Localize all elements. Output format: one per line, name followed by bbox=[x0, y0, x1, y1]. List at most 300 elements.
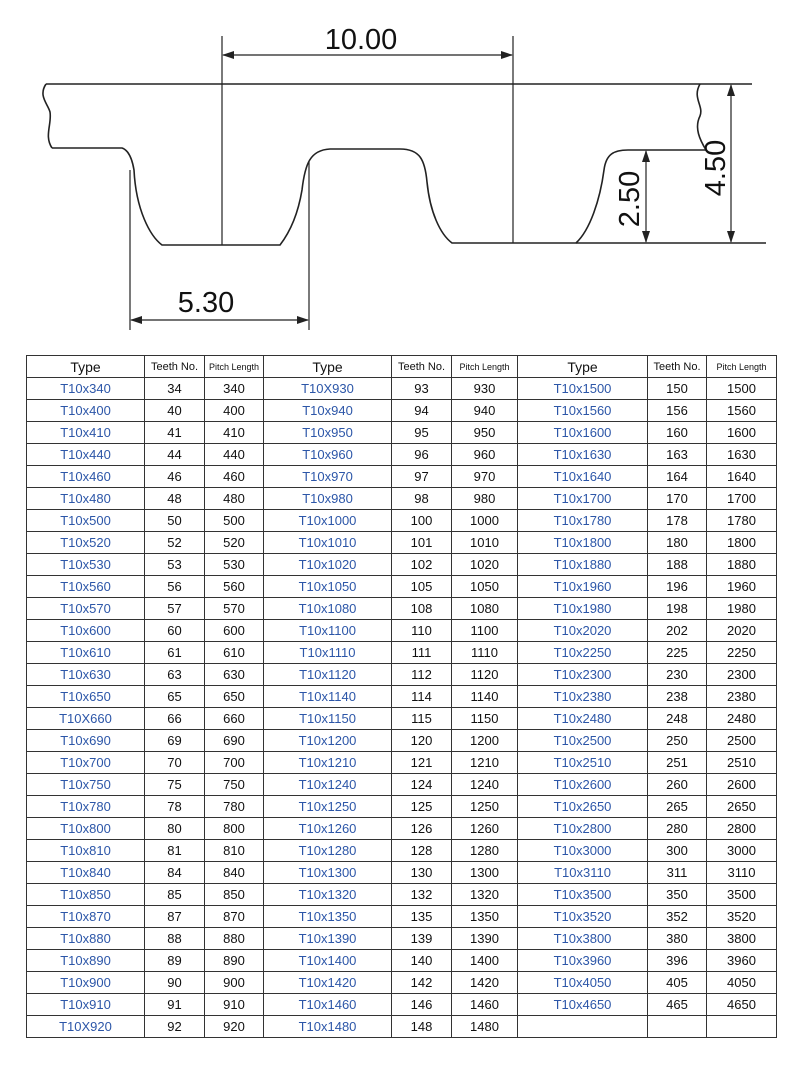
table-row bbox=[27, 400, 777, 422]
teeth-no-cell: 160 bbox=[648, 422, 707, 444]
pitch-length-cell: 1560 bbox=[707, 400, 777, 422]
pitch-length-cell: 400 bbox=[205, 400, 264, 422]
pitch-length-cell: 1000 bbox=[452, 510, 518, 532]
type-cell: T10x1960 bbox=[518, 576, 648, 598]
type-cell: T10x630 bbox=[27, 664, 145, 686]
pitch-length-cell: 930 bbox=[452, 378, 518, 400]
table-row bbox=[27, 862, 777, 884]
type-cell: T10x1980 bbox=[518, 598, 648, 620]
pitch-length-cell: 2020 bbox=[707, 620, 777, 642]
table-row bbox=[27, 422, 777, 444]
teeth-no-cell: 139 bbox=[392, 928, 452, 950]
type-cell: T10X660 bbox=[27, 708, 145, 730]
pitch-length-cell: 3960 bbox=[707, 950, 777, 972]
table-row bbox=[27, 730, 777, 752]
table-row bbox=[27, 664, 777, 686]
type-cell: T10x610 bbox=[27, 642, 145, 664]
table-row bbox=[27, 642, 777, 664]
type-cell: T10x850 bbox=[27, 884, 145, 906]
type-cell: T10x1480 bbox=[264, 1016, 392, 1038]
pitch-length-cell: 340 bbox=[205, 378, 264, 400]
teeth-no-cell: 94 bbox=[392, 400, 452, 422]
pitch-length-cell: 440 bbox=[205, 444, 264, 466]
pitch-length-cell: 2380 bbox=[707, 686, 777, 708]
pitch-length-cell: 610 bbox=[205, 642, 264, 664]
teeth-no-cell: 66 bbox=[145, 708, 205, 730]
table-row bbox=[27, 1016, 777, 1038]
type-cell: T10x2500 bbox=[518, 730, 648, 752]
pitch-length-cell: 910 bbox=[205, 994, 264, 1016]
type-cell: T10x1400 bbox=[264, 950, 392, 972]
pitch-length-cell: 3800 bbox=[707, 928, 777, 950]
pitch-length-cell: 520 bbox=[205, 532, 264, 554]
pitch-length-cell: 960 bbox=[452, 444, 518, 466]
teeth-no-cell: 75 bbox=[145, 774, 205, 796]
teeth-no-cell: 65 bbox=[145, 686, 205, 708]
teeth-no-cell: 52 bbox=[145, 532, 205, 554]
type-cell bbox=[518, 1016, 648, 1038]
type-cell: T10x2650 bbox=[518, 796, 648, 818]
type-cell: T10x1120 bbox=[264, 664, 392, 686]
type-cell: T10x2480 bbox=[518, 708, 648, 730]
type-cell: T10X930 bbox=[264, 378, 392, 400]
teeth-no-cell: 57 bbox=[145, 598, 205, 620]
teeth-no-cell: 53 bbox=[145, 554, 205, 576]
pitch-length-cell: 1150 bbox=[452, 708, 518, 730]
table-row bbox=[27, 554, 777, 576]
teeth-no-cell: 202 bbox=[648, 620, 707, 642]
type-cell: T10x1880 bbox=[518, 554, 648, 576]
pitch-length-cell: 3000 bbox=[707, 840, 777, 862]
table-header-row bbox=[27, 356, 777, 378]
type-cell: T10x1390 bbox=[264, 928, 392, 950]
teeth-no-cell: 92 bbox=[145, 1016, 205, 1038]
pitch-length-cell: 1390 bbox=[452, 928, 518, 950]
type-cell: T10x940 bbox=[264, 400, 392, 422]
type-cell: T10x1020 bbox=[264, 554, 392, 576]
type-cell: T10x1210 bbox=[264, 752, 392, 774]
pitch-length-cell: 750 bbox=[205, 774, 264, 796]
pitch-length-cell: 1350 bbox=[452, 906, 518, 928]
pitch-length-cell: 630 bbox=[205, 664, 264, 686]
type-cell: T10X920 bbox=[27, 1016, 145, 1038]
teeth-no-cell: 265 bbox=[648, 796, 707, 818]
type-cell: T10x4050 bbox=[518, 972, 648, 994]
type-cell: T10x970 bbox=[264, 466, 392, 488]
type-cell: T10x690 bbox=[27, 730, 145, 752]
table-row bbox=[27, 752, 777, 774]
type-cell: T10x980 bbox=[264, 488, 392, 510]
type-cell: T10x880 bbox=[27, 928, 145, 950]
type-cell: T10x3110 bbox=[518, 862, 648, 884]
type-cell: T10x1300 bbox=[264, 862, 392, 884]
pitch-length-cell: 690 bbox=[205, 730, 264, 752]
type-cell: T10x1350 bbox=[264, 906, 392, 928]
pitch-length-cell: 1200 bbox=[452, 730, 518, 752]
pitch-length-cell: 920 bbox=[205, 1016, 264, 1038]
pitch-length-cell: 980 bbox=[452, 488, 518, 510]
pitch-length-cell: 600 bbox=[205, 620, 264, 642]
pitch-length-cell: 1210 bbox=[452, 752, 518, 774]
pitch-length-cell: 1250 bbox=[452, 796, 518, 818]
header-pitch-length: Pitch Length bbox=[707, 356, 777, 378]
type-cell: T10x950 bbox=[264, 422, 392, 444]
teeth-no-cell: 60 bbox=[145, 620, 205, 642]
belt-spec-table bbox=[26, 355, 777, 1038]
type-cell: T10x1100 bbox=[264, 620, 392, 642]
pitch-length-cell: 1400 bbox=[452, 950, 518, 972]
teeth-no-cell: 124 bbox=[392, 774, 452, 796]
teeth-no-cell: 108 bbox=[392, 598, 452, 620]
table-row bbox=[27, 928, 777, 950]
table-row bbox=[27, 598, 777, 620]
type-cell: T10x530 bbox=[27, 554, 145, 576]
type-cell: T10x1700 bbox=[518, 488, 648, 510]
type-cell: T10x4650 bbox=[518, 994, 648, 1016]
pitch-length-cell: 1080 bbox=[452, 598, 518, 620]
table-row bbox=[27, 818, 777, 840]
teeth-no-cell: 180 bbox=[648, 532, 707, 554]
type-cell: T10x900 bbox=[27, 972, 145, 994]
teeth-no-cell: 178 bbox=[648, 510, 707, 532]
type-cell: T10x1780 bbox=[518, 510, 648, 532]
pitch-length-cell: 1280 bbox=[452, 840, 518, 862]
type-cell: T10x750 bbox=[27, 774, 145, 796]
type-cell: T10x1260 bbox=[264, 818, 392, 840]
table-row bbox=[27, 796, 777, 818]
pitch-length-cell: 2250 bbox=[707, 642, 777, 664]
type-cell: T10x3960 bbox=[518, 950, 648, 972]
pitch-label: 10.00 bbox=[324, 24, 398, 56]
teeth-no-cell: 110 bbox=[392, 620, 452, 642]
teeth-no-cell: 84 bbox=[145, 862, 205, 884]
teeth-no-cell: 96 bbox=[392, 444, 452, 466]
type-cell: T10x3000 bbox=[518, 840, 648, 862]
teeth-no-cell: 88 bbox=[145, 928, 205, 950]
type-cell: T10x340 bbox=[27, 378, 145, 400]
teeth-no-cell: 135 bbox=[392, 906, 452, 928]
pitch-length-cell: 560 bbox=[205, 576, 264, 598]
tooth-height-label: 2.50 bbox=[614, 170, 646, 228]
teeth-no-cell: 130 bbox=[392, 862, 452, 884]
pitch-length-cell: 1010 bbox=[452, 532, 518, 554]
pitch-length-cell: 2650 bbox=[707, 796, 777, 818]
teeth-no-cell: 251 bbox=[648, 752, 707, 774]
teeth-no-cell: 69 bbox=[145, 730, 205, 752]
table-row bbox=[27, 950, 777, 972]
teeth-no-cell: 48 bbox=[145, 488, 205, 510]
pitch-length-cell: 660 bbox=[205, 708, 264, 730]
teeth-no-cell: 150 bbox=[648, 378, 707, 400]
teeth-no-cell: 44 bbox=[145, 444, 205, 466]
pitch-length-cell: 880 bbox=[205, 928, 264, 950]
teeth-no-cell: 91 bbox=[145, 994, 205, 1016]
pitch-length-cell: 3110 bbox=[707, 862, 777, 884]
table-row bbox=[27, 708, 777, 730]
type-cell: T10x560 bbox=[27, 576, 145, 598]
pitch-length-cell: 2800 bbox=[707, 818, 777, 840]
pitch-length-cell: 1500 bbox=[707, 378, 777, 400]
type-cell: T10x1240 bbox=[264, 774, 392, 796]
type-cell: T10x2600 bbox=[518, 774, 648, 796]
pitch-length-cell bbox=[707, 1016, 777, 1038]
pitch-length-cell: 900 bbox=[205, 972, 264, 994]
type-cell: T10x1140 bbox=[264, 686, 392, 708]
teeth-no-cell: 128 bbox=[392, 840, 452, 862]
teeth-no-cell: 280 bbox=[648, 818, 707, 840]
pitch-length-cell: 1630 bbox=[707, 444, 777, 466]
pitch-length-cell: 570 bbox=[205, 598, 264, 620]
teeth-no-cell: 300 bbox=[648, 840, 707, 862]
teeth-no-cell: 225 bbox=[648, 642, 707, 664]
pitch-length-cell: 1420 bbox=[452, 972, 518, 994]
type-cell: T10x780 bbox=[27, 796, 145, 818]
type-cell: T10x2020 bbox=[518, 620, 648, 642]
type-cell: T10x1600 bbox=[518, 422, 648, 444]
pitch-length-cell: 1050 bbox=[452, 576, 518, 598]
type-cell: T10x910 bbox=[27, 994, 145, 1016]
pitch-length-cell: 950 bbox=[452, 422, 518, 444]
belt-left-break bbox=[43, 84, 52, 148]
table-row bbox=[27, 620, 777, 642]
header-teeth-no: Teeth No. bbox=[648, 356, 707, 378]
pitch-length-cell: 2510 bbox=[707, 752, 777, 774]
teeth-no-cell: 163 bbox=[648, 444, 707, 466]
header-teeth-no: Teeth No. bbox=[392, 356, 452, 378]
type-cell: T10x400 bbox=[27, 400, 145, 422]
teeth-no-cell: 80 bbox=[145, 818, 205, 840]
pitch-length-cell: 1460 bbox=[452, 994, 518, 1016]
type-cell: T10x650 bbox=[27, 686, 145, 708]
type-cell: T10x1320 bbox=[264, 884, 392, 906]
pitch-length-cell: 1980 bbox=[707, 598, 777, 620]
teeth-no-cell: 95 bbox=[392, 422, 452, 444]
type-cell: T10x1150 bbox=[264, 708, 392, 730]
pitch-length-cell: 3500 bbox=[707, 884, 777, 906]
teeth-no-cell: 63 bbox=[145, 664, 205, 686]
pitch-length-cell: 1960 bbox=[707, 576, 777, 598]
pitch-length-cell: 1140 bbox=[452, 686, 518, 708]
tooth-width-label: 5.30 bbox=[177, 287, 235, 319]
teeth-no-cell: 196 bbox=[648, 576, 707, 598]
teeth-no-cell: 311 bbox=[648, 862, 707, 884]
teeth-no-cell: 164 bbox=[648, 466, 707, 488]
teeth-no-cell: 98 bbox=[392, 488, 452, 510]
pitch-length-cell: 410 bbox=[205, 422, 264, 444]
pitch-length-cell: 850 bbox=[205, 884, 264, 906]
pitch-length-cell: 1780 bbox=[707, 510, 777, 532]
table-row bbox=[27, 840, 777, 862]
teeth-no-cell: 148 bbox=[392, 1016, 452, 1038]
pitch-length-cell: 3520 bbox=[707, 906, 777, 928]
teeth-no-cell bbox=[648, 1016, 707, 1038]
pitch-length-cell: 530 bbox=[205, 554, 264, 576]
table-row bbox=[27, 466, 777, 488]
table-row bbox=[27, 994, 777, 1016]
type-cell: T10x1560 bbox=[518, 400, 648, 422]
pitch-length-cell: 1600 bbox=[707, 422, 777, 444]
teeth-no-cell: 146 bbox=[392, 994, 452, 1016]
teeth-no-cell: 34 bbox=[145, 378, 205, 400]
teeth-no-cell: 198 bbox=[648, 598, 707, 620]
pitch-length-cell: 700 bbox=[205, 752, 264, 774]
pitch-length-cell: 1480 bbox=[452, 1016, 518, 1038]
pitch-length-cell: 1700 bbox=[707, 488, 777, 510]
pitch-length-cell: 1880 bbox=[707, 554, 777, 576]
teeth-no-cell: 89 bbox=[145, 950, 205, 972]
table-row bbox=[27, 774, 777, 796]
header-type: Type bbox=[518, 356, 648, 378]
teeth-no-cell: 120 bbox=[392, 730, 452, 752]
teeth-no-cell: 140 bbox=[392, 950, 452, 972]
teeth-no-cell: 50 bbox=[145, 510, 205, 532]
header-type: Type bbox=[264, 356, 392, 378]
teeth-no-cell: 102 bbox=[392, 554, 452, 576]
pitch-length-cell: 2300 bbox=[707, 664, 777, 686]
header-type: Type bbox=[27, 356, 145, 378]
teeth-no-cell: 250 bbox=[648, 730, 707, 752]
pitch-length-cell: 780 bbox=[205, 796, 264, 818]
type-cell: T10x2250 bbox=[518, 642, 648, 664]
type-cell: T10x3520 bbox=[518, 906, 648, 928]
type-cell: T10x3500 bbox=[518, 884, 648, 906]
teeth-no-cell: 132 bbox=[392, 884, 452, 906]
pitch-length-cell: 650 bbox=[205, 686, 264, 708]
table-row bbox=[27, 576, 777, 598]
type-cell: T10x1500 bbox=[518, 378, 648, 400]
pitch-length-cell: 4650 bbox=[707, 994, 777, 1016]
pitch-length-cell: 940 bbox=[452, 400, 518, 422]
header-pitch-length: Pitch Length bbox=[452, 356, 518, 378]
pitch-length-cell: 1800 bbox=[707, 532, 777, 554]
pitch-length-cell: 1110 bbox=[452, 642, 518, 664]
pitch-length-cell: 2600 bbox=[707, 774, 777, 796]
teeth-no-cell: 112 bbox=[392, 664, 452, 686]
pitch-length-cell: 1120 bbox=[452, 664, 518, 686]
teeth-no-cell: 100 bbox=[392, 510, 452, 532]
type-cell: T10x600 bbox=[27, 620, 145, 642]
teeth-no-cell: 85 bbox=[145, 884, 205, 906]
type-cell: T10x2380 bbox=[518, 686, 648, 708]
teeth-no-cell: 405 bbox=[648, 972, 707, 994]
pitch-length-cell: 1100 bbox=[452, 620, 518, 642]
type-cell: T10x440 bbox=[27, 444, 145, 466]
belt-teeth-profile bbox=[52, 84, 706, 245]
pitch-length-cell: 970 bbox=[452, 466, 518, 488]
pitch-length-cell: 1320 bbox=[452, 884, 518, 906]
teeth-no-cell: 114 bbox=[392, 686, 452, 708]
pitch-length-cell: 800 bbox=[205, 818, 264, 840]
pitch-length-cell: 1240 bbox=[452, 774, 518, 796]
teeth-no-cell: 350 bbox=[648, 884, 707, 906]
belt-profile-diagram bbox=[0, 0, 800, 345]
type-cell: T10x890 bbox=[27, 950, 145, 972]
teeth-no-cell: 87 bbox=[145, 906, 205, 928]
type-cell: T10x500 bbox=[27, 510, 145, 532]
teeth-no-cell: 121 bbox=[392, 752, 452, 774]
type-cell: T10x1640 bbox=[518, 466, 648, 488]
type-cell: T10x1110 bbox=[264, 642, 392, 664]
teeth-no-cell: 248 bbox=[648, 708, 707, 730]
pitch-length-cell: 1020 bbox=[452, 554, 518, 576]
pitch-length-cell: 480 bbox=[205, 488, 264, 510]
table-row bbox=[27, 378, 777, 400]
teeth-no-cell: 90 bbox=[145, 972, 205, 994]
teeth-no-cell: 260 bbox=[648, 774, 707, 796]
teeth-no-cell: 40 bbox=[145, 400, 205, 422]
teeth-no-cell: 78 bbox=[145, 796, 205, 818]
type-cell: T10x1080 bbox=[264, 598, 392, 620]
type-cell: T10x2800 bbox=[518, 818, 648, 840]
type-cell: T10x570 bbox=[27, 598, 145, 620]
table-row bbox=[27, 444, 777, 466]
teeth-no-cell: 70 bbox=[145, 752, 205, 774]
teeth-no-cell: 170 bbox=[648, 488, 707, 510]
teeth-no-cell: 115 bbox=[392, 708, 452, 730]
teeth-no-cell: 380 bbox=[648, 928, 707, 950]
type-cell: T10x1000 bbox=[264, 510, 392, 532]
teeth-no-cell: 61 bbox=[145, 642, 205, 664]
teeth-no-cell: 352 bbox=[648, 906, 707, 928]
teeth-no-cell: 156 bbox=[648, 400, 707, 422]
belt-height-label: 4.50 bbox=[700, 139, 732, 197]
type-cell: T10x800 bbox=[27, 818, 145, 840]
teeth-no-cell: 142 bbox=[392, 972, 452, 994]
teeth-no-cell: 97 bbox=[392, 466, 452, 488]
pitch-length-cell: 2480 bbox=[707, 708, 777, 730]
pitch-length-cell: 2500 bbox=[707, 730, 777, 752]
teeth-no-cell: 105 bbox=[392, 576, 452, 598]
type-cell: T10x700 bbox=[27, 752, 145, 774]
teeth-no-cell: 396 bbox=[648, 950, 707, 972]
pitch-length-cell: 4050 bbox=[707, 972, 777, 994]
pitch-length-cell: 840 bbox=[205, 862, 264, 884]
type-cell: T10x520 bbox=[27, 532, 145, 554]
pitch-length-cell: 1640 bbox=[707, 466, 777, 488]
pitch-length-cell: 810 bbox=[205, 840, 264, 862]
teeth-no-cell: 81 bbox=[145, 840, 205, 862]
teeth-no-cell: 93 bbox=[392, 378, 452, 400]
table-row bbox=[27, 510, 777, 532]
type-cell: T10x1250 bbox=[264, 796, 392, 818]
header-teeth-no: Teeth No. bbox=[145, 356, 205, 378]
teeth-no-cell: 238 bbox=[648, 686, 707, 708]
type-cell: T10x960 bbox=[264, 444, 392, 466]
table-body bbox=[27, 378, 777, 1038]
type-cell: T10x1460 bbox=[264, 994, 392, 1016]
type-cell: T10x840 bbox=[27, 862, 145, 884]
table-row bbox=[27, 532, 777, 554]
pitch-length-cell: 890 bbox=[205, 950, 264, 972]
type-cell: T10x1280 bbox=[264, 840, 392, 862]
pitch-length-cell: 870 bbox=[205, 906, 264, 928]
table-row bbox=[27, 884, 777, 906]
table-row bbox=[27, 972, 777, 994]
teeth-no-cell: 56 bbox=[145, 576, 205, 598]
pitch-length-cell: 460 bbox=[205, 466, 264, 488]
type-cell: T10x870 bbox=[27, 906, 145, 928]
pitch-length-cell: 1300 bbox=[452, 862, 518, 884]
header-pitch-length: Pitch Length bbox=[205, 356, 264, 378]
type-cell: T10x3800 bbox=[518, 928, 648, 950]
table-row bbox=[27, 488, 777, 510]
teeth-no-cell: 41 bbox=[145, 422, 205, 444]
table-row bbox=[27, 686, 777, 708]
type-cell: T10x2510 bbox=[518, 752, 648, 774]
type-cell: T10x1050 bbox=[264, 576, 392, 598]
pitch-length-cell: 1260 bbox=[452, 818, 518, 840]
pitch-length-cell: 500 bbox=[205, 510, 264, 532]
